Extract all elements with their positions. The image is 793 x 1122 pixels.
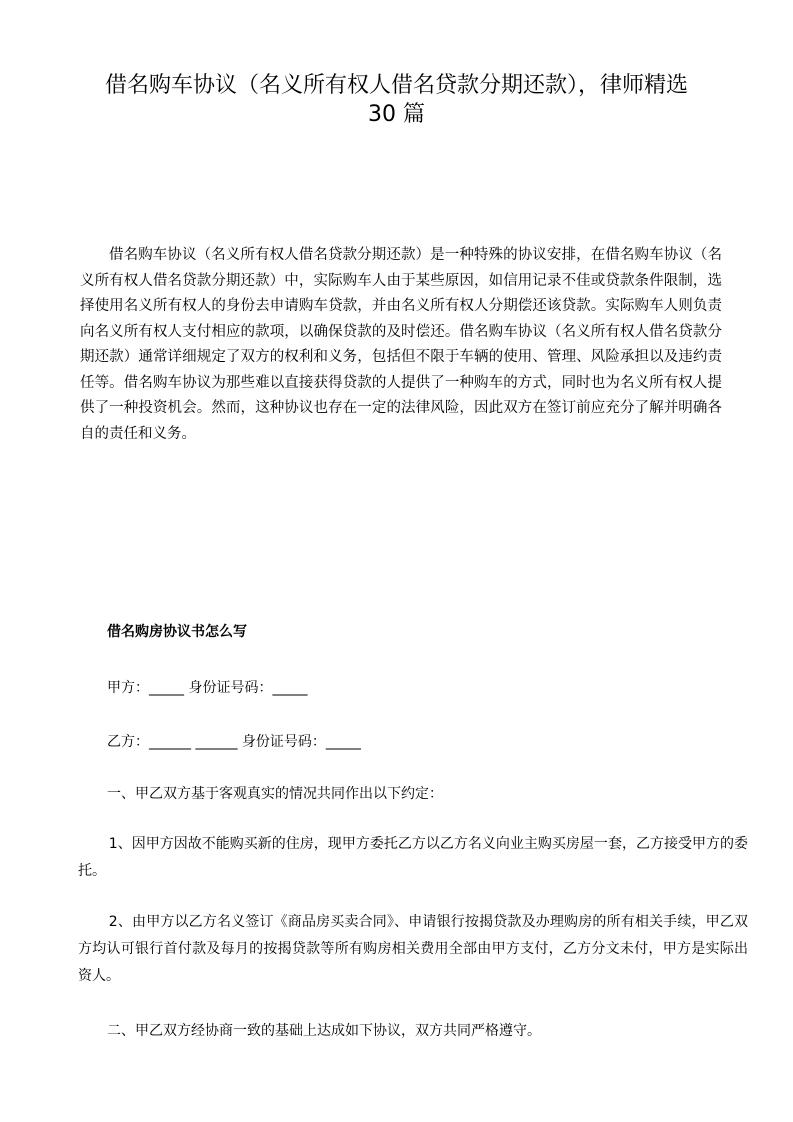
intro-paragraph: 借名购车协议（名义所有权人借名贷款分期还款）是一种特殊的协议安排，在借名购车协议（名义所有权人借名贷款分期还款）中，实际购车人由于某些原因，如信用记录不佳或贷款条件限制，选择使用名义所有权人的身份去申请购车贷款，并由名义所有权人分期偿还该贷款。实际购车人则负责向名义所有权人支付相应的款项，以确保贷款的及时偿还。借名购车协议（名义所有权人借名贷款分期还款）通常详细规定了双方的权利和义务，包括但不限于车辆的使用、管理、风险承担以及违约责任等。借名购车协议为那些难以直接获得贷款的人提供了一种购车的方式，同时也为名义所有权人提供了一种投资机会。然而，这种协议也存在一定的法律风险，因此双方在签订前应充分了解并明确各自的责任和义务。 [80,247,722,442]
document-title-line-2: 30 篇 [368,102,425,127]
party-a-line: 甲方：_____ 身份证号码：_____ [107,680,308,696]
clause-intro: 一、甲乙双方基于客观真实的情况共同作出以下约定： [107,786,443,802]
document-title-line-1: 借名购车协议（名义所有权人借名贷款分期还款），律师精选 [104,73,688,98]
clause-1: 1、因甲方因故不能购买新的住房，现甲方委托乙方以乙方名义向业主购买房屋一套，乙方接受甲方的委托。 [78,836,748,879]
clause-2: 2、由甲方以乙方名义签订《商品房买卖合同》、申请银行按揭贷款及办理购房的所有相关手续，甲乙双方均认可银行首付款及每月的按揭贷款等所有购房相关费用全部由甲方支付，乙方分文未付，甲方是实际出资人。 [78,914,748,984]
party-b-line: 乙方：______ ______ 身份证号码：_____ [107,734,361,750]
clause-3: 二、甲乙双方经协商一致的基础上达成如下协议，双方共同严格遵守。 [107,1023,541,1039]
section-heading: 借名购房协议书怎么写 [107,624,247,640]
